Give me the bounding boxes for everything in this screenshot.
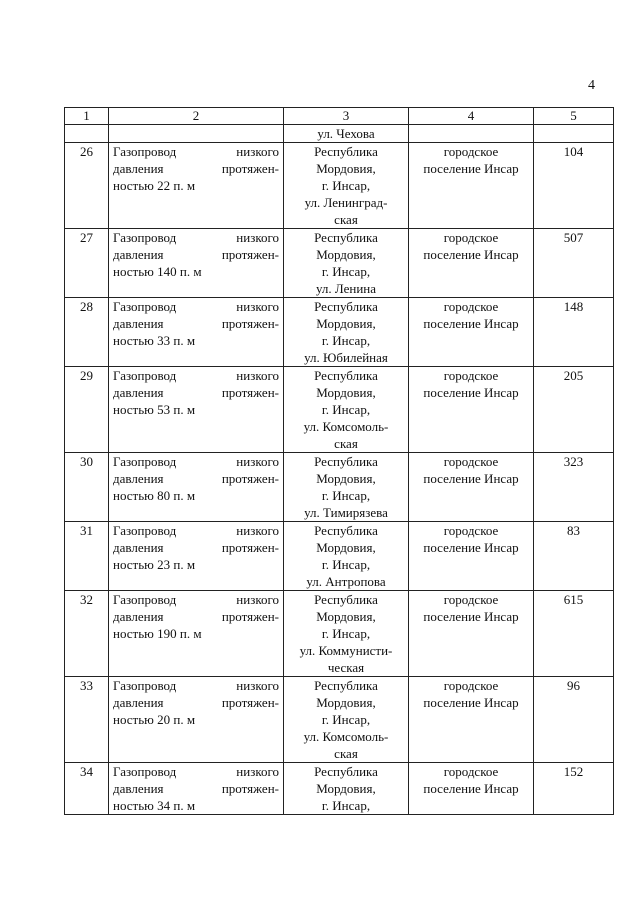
row-number: 34 bbox=[65, 763, 109, 815]
settlement-line: городское bbox=[443, 368, 499, 383]
object-name-line: Газопровод низкого bbox=[113, 454, 279, 469]
settlement-cell bbox=[409, 453, 534, 522]
address-line: ская bbox=[334, 212, 358, 227]
object-name-cell bbox=[109, 763, 284, 815]
address-line: г. Инсар, bbox=[321, 178, 371, 193]
object-name-line: давления протяжен- bbox=[113, 161, 279, 176]
settlement-line: городское bbox=[443, 144, 499, 159]
address-cell bbox=[284, 677, 409, 763]
settlement-line: городское bbox=[443, 299, 499, 314]
object-name-cell bbox=[109, 522, 284, 591]
object-name-cell bbox=[109, 453, 284, 522]
address-cell bbox=[284, 522, 409, 591]
address-line: г. Инсар, bbox=[321, 798, 371, 813]
value-cell: 615 bbox=[534, 591, 614, 677]
row-number: 27 bbox=[65, 229, 109, 298]
address-line: ская bbox=[334, 436, 358, 451]
address-line: Мордовия, bbox=[316, 695, 376, 710]
column-number: 1 bbox=[65, 108, 109, 125]
address-line: ческая bbox=[327, 660, 365, 675]
address-line: Мордовия, bbox=[316, 471, 376, 486]
object-name-line: давления протяжен- bbox=[113, 316, 279, 331]
table-row bbox=[65, 298, 614, 367]
value-cell: 96 bbox=[534, 677, 614, 763]
address-line: Мордовия, bbox=[316, 781, 376, 796]
address-line: ул. Ленинград- bbox=[304, 195, 388, 210]
address-line: Республика bbox=[314, 144, 378, 159]
object-name-line: давления протяжен- bbox=[113, 247, 279, 262]
table-row bbox=[65, 453, 614, 522]
object-name-line: ностью 140 п. м bbox=[113, 264, 202, 279]
object-name-cell bbox=[109, 229, 284, 298]
address-line: ул. Коммунисти- bbox=[299, 643, 393, 658]
address-line: Республика bbox=[314, 678, 378, 693]
column-number: 2 bbox=[109, 108, 284, 125]
address-line: ул. Комсомоль- bbox=[303, 419, 389, 434]
address-cell bbox=[284, 763, 409, 815]
address-cell bbox=[284, 298, 409, 367]
object-name-line: давления протяжен- bbox=[113, 695, 279, 710]
settlement-cell bbox=[409, 522, 534, 591]
object-name-line: Газопровод низкого bbox=[113, 368, 279, 383]
address-cell bbox=[284, 229, 409, 298]
table-row bbox=[65, 763, 614, 815]
table-row bbox=[65, 591, 614, 677]
address-line: Мордовия, bbox=[316, 161, 376, 176]
settlement-line: поселение Инсар bbox=[423, 385, 519, 400]
settlement-cell bbox=[409, 591, 534, 677]
object-name-line: Газопровод низкого bbox=[113, 144, 279, 159]
settlement-cell bbox=[409, 367, 534, 453]
value-cell: 104 bbox=[534, 143, 614, 229]
address-cell bbox=[284, 453, 409, 522]
object-name-line: ностью 22 п. м bbox=[113, 178, 196, 193]
address-line: Республика bbox=[314, 454, 378, 469]
settlement-line: поселение Инсар bbox=[423, 247, 519, 262]
object-name-cell bbox=[109, 367, 284, 453]
property-register-table bbox=[64, 107, 614, 815]
value-cell: 205 bbox=[534, 367, 614, 453]
settlement-line: городское bbox=[443, 454, 499, 469]
address-line: Мордовия, bbox=[316, 316, 376, 331]
address-line: г. Инсар, bbox=[321, 626, 371, 641]
object-name-line: ностью 53 п. м bbox=[113, 402, 196, 417]
object-name-line: ностью 34 п. м bbox=[113, 798, 196, 813]
object-name-line: давления протяжен- bbox=[113, 471, 279, 486]
table-row bbox=[65, 677, 614, 763]
object-name-line: ностью 190 п. м bbox=[113, 626, 202, 641]
address-line: ская bbox=[334, 746, 358, 761]
address-line: г. Инсар, bbox=[321, 557, 371, 572]
column-number: 4 bbox=[409, 108, 534, 125]
settlement-line: городское bbox=[443, 678, 499, 693]
address-line: г. Инсар, bbox=[321, 333, 371, 348]
address-line: Республика bbox=[314, 368, 378, 383]
row-number: 29 bbox=[65, 367, 109, 453]
address-line: г. Инсар, bbox=[321, 488, 371, 503]
table-row bbox=[65, 367, 614, 453]
settlement-line: городское bbox=[443, 230, 499, 245]
address-line: Мордовия, bbox=[316, 609, 376, 624]
object-name-cell bbox=[109, 591, 284, 677]
value-cell: 83 bbox=[534, 522, 614, 591]
address-line: Мордовия, bbox=[316, 540, 376, 555]
address-line: ул. Комсомоль- bbox=[303, 729, 389, 744]
address-line: Республика bbox=[314, 299, 378, 314]
address-line: г. Инсар, bbox=[321, 264, 371, 279]
object-name-line: Газопровод низкого bbox=[113, 764, 279, 779]
settlement-line: поселение Инсар bbox=[423, 161, 519, 176]
address-cell bbox=[284, 367, 409, 453]
row-number: 30 bbox=[65, 453, 109, 522]
settlement-cell bbox=[409, 143, 534, 229]
table-row bbox=[65, 522, 614, 591]
value-cell: 507 bbox=[534, 229, 614, 298]
row-number: 33 bbox=[65, 677, 109, 763]
object-name-line: Газопровод низкого bbox=[113, 678, 279, 693]
settlement-line: городское bbox=[443, 592, 499, 607]
address-line: г. Инсар, bbox=[321, 402, 371, 417]
table-row bbox=[65, 143, 614, 229]
object-name-line: ностью 33 п. м bbox=[113, 333, 196, 348]
continuation-row bbox=[65, 125, 614, 143]
settlement-line: поселение Инсар bbox=[423, 609, 519, 624]
settlement-line: поселение Инсар bbox=[423, 695, 519, 710]
object-name-line: Газопровод низкого bbox=[113, 592, 279, 607]
address-line: Мордовия, bbox=[316, 385, 376, 400]
object-name-line: ностью 80 п. м bbox=[113, 488, 196, 503]
address-line: Республика bbox=[314, 523, 378, 538]
address-cell: ул. Чехова bbox=[284, 125, 409, 143]
object-name-line: Газопровод низкого bbox=[113, 299, 279, 314]
object-name-line: Газопровод низкого bbox=[113, 523, 279, 538]
settlement-cell bbox=[409, 763, 534, 815]
settlement-cell bbox=[409, 229, 534, 298]
address-cell bbox=[284, 591, 409, 677]
settlement-line: поселение Инсар bbox=[423, 316, 519, 331]
row-number: 26 bbox=[65, 143, 109, 229]
value-cell: 148 bbox=[534, 298, 614, 367]
object-name-line: Газопровод низкого bbox=[113, 230, 279, 245]
object-name-line: давления протяжен- bbox=[113, 385, 279, 400]
object-name-line: ностью 20 п. м bbox=[113, 712, 196, 727]
object-name-line: давления протяжен- bbox=[113, 540, 279, 555]
object-name-cell bbox=[109, 143, 284, 229]
row-number: 31 bbox=[65, 522, 109, 591]
address-line: Республика bbox=[314, 764, 378, 779]
address-line: ул. Юбилейная bbox=[304, 350, 388, 365]
settlement-cell bbox=[409, 298, 534, 367]
address-line: Республика bbox=[314, 592, 378, 607]
address-line: г. Инсар, bbox=[321, 712, 371, 727]
column-number: 5 bbox=[534, 108, 614, 125]
settlement-line: поселение Инсар bbox=[423, 471, 519, 486]
address-line: Республика bbox=[314, 230, 378, 245]
address-line: Мордовия, bbox=[316, 247, 376, 262]
settlement-cell bbox=[409, 677, 534, 763]
address-line: ул. Тимирязева bbox=[304, 505, 388, 520]
page-number: 4 bbox=[588, 78, 595, 93]
address-cell bbox=[284, 143, 409, 229]
table-row bbox=[65, 229, 614, 298]
object-name-line: давления протяжен- bbox=[113, 781, 279, 796]
address-line: ул. Ленина bbox=[315, 281, 377, 296]
row-number: 32 bbox=[65, 591, 109, 677]
object-name-cell bbox=[109, 677, 284, 763]
settlement-line: поселение Инсар bbox=[423, 781, 519, 796]
column-number: 3 bbox=[284, 108, 409, 125]
value-cell: 152 bbox=[534, 763, 614, 815]
address-line: ул. Антропова bbox=[306, 574, 386, 589]
settlement-line: городское bbox=[443, 764, 499, 779]
row-number: 28 bbox=[65, 298, 109, 367]
value-cell: 323 bbox=[534, 453, 614, 522]
object-name-cell bbox=[109, 298, 284, 367]
column-number-row bbox=[65, 108, 614, 125]
settlement-line: поселение Инсар bbox=[423, 540, 519, 555]
object-name-line: ностью 23 п. м bbox=[113, 557, 196, 572]
settlement-line: городское bbox=[443, 523, 499, 538]
object-name-line: давления протяжен- bbox=[113, 609, 279, 624]
